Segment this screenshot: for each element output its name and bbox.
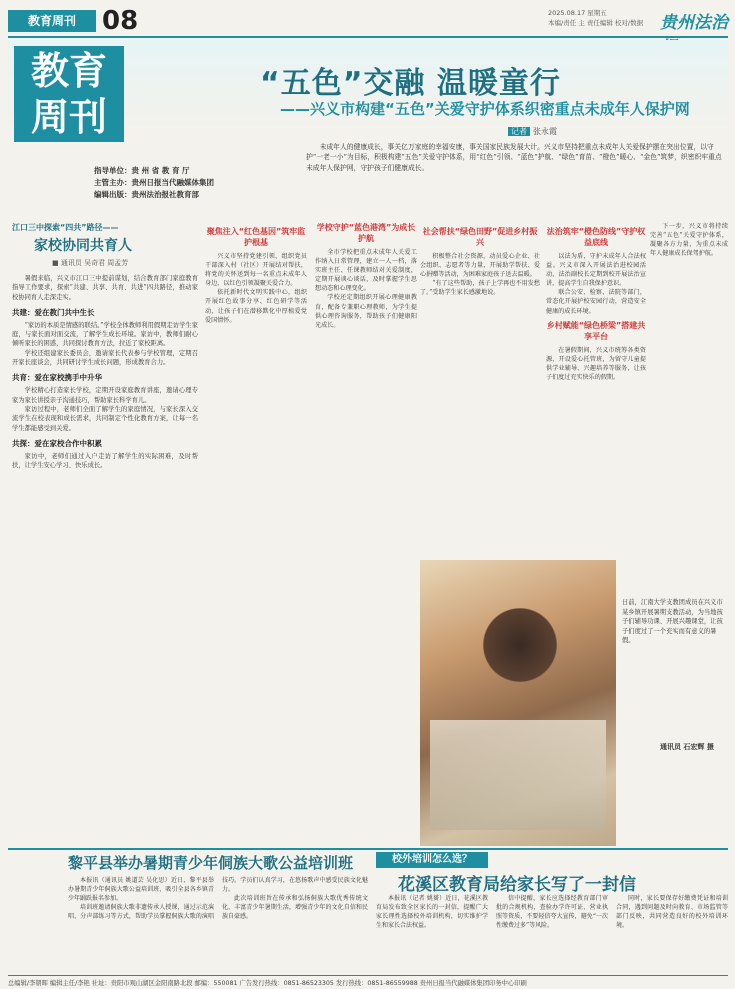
bottom-right-article [376, 894, 728, 972]
paragraph: 学校还定期组织开展心理健康教育，配备专兼职心理教师，为学生提供心理咨询服务，帮助孩子们健康阳光成长。 [315, 294, 417, 329]
paragraph: 在暑假期间，兴义市统筹各类资源，开设爱心托管班，为留守儿童提供学业辅导、兴趣培养等服务，让孩子们度过充实快乐的假期。 [546, 346, 646, 381]
paragraph: 信中提醒，家长应选择经教育部门审批的合规机构，查验办学许可证、营业执照等资质，不要轻信夸大宣传，避免“一次性缴费过多”等风险。 [496, 895, 608, 929]
paragraph: 家访过程中，老师们全面了解学生的家庭情况，与家长深入交流学生在校表现和成长需求，共同制定个性化教育方案，让每一名学生都能感受到关爱。 [12, 405, 198, 432]
photo-caption: 日前，江南大学支教团成员在兴义市某乡镇开展暑期支教活动，为当地孩子们辅导功课、开展兴趣课堂，让孩子们度过了一个充实而有意义的暑假。 [622, 599, 723, 645]
paragraph: 积极整合社会资源，动员爱心企业、社会组织、志愿者等力量，开展助学帮扶、爱心捐赠等活动，为困难家庭孩子送去温暖。 [420, 253, 540, 279]
paragraph: “家访的本质是情感的联结。”学校全体教师利用假期走访学生家庭，与家长面对面交流，了解学生成长环境。家访中，教师们耐心倾听家长的困惑，共同探讨教育方法，拉近了家校距离。 [12, 321, 198, 348]
staff-line: 主管主办：贵州日报当代融媒体集团 [94, 178, 214, 187]
paragraph: 联合公安、检察、法院等部门，常态化开展护校安园行动，营造安全健康的成长环境。 [546, 289, 646, 315]
paragraph: 学校精心打造家长学校，定期开设家庭教育讲座，邀请心理专家为家长讲授亲子沟通技巧，帮助家长科学育儿。 [12, 387, 198, 404]
main-byline [508, 126, 557, 137]
paragraph: 全市学校把重点未成年人关爱工作纳入日常管理，建立一人一档，落实班主任、任课教师结对关爱制度，定期开展谈心谈话，及时掌握学生思想动态和心理变化。 [315, 249, 417, 293]
byline-name: 张永霞 [533, 127, 557, 136]
news-photo [420, 560, 616, 846]
paragraph: 此次培训班旨在传承和弘扬侗族大歌优秀传统文化，丰富青少年暑期生活，增强青少年的文化自信和民族自豪感。 [222, 895, 368, 920]
left-article-kicker: 江口三中探索“四共”路径—— [12, 223, 119, 232]
subsection-heading: 法治筑牢“橙色防线”守护权益底线 [546, 227, 646, 247]
header-meta [548, 8, 678, 28]
paragraph: 暑假来临，兴义市江口三中提前谋划，结合教育部门家庭教育指导工作要求，探索“共建、共享、共育、共进”四共路径，推动家校协同育人走深走实。 [12, 275, 198, 301]
paragraph: 学校还组建家长委员会，邀请家长代表参与学校管理，定期召开家长座谈会，共同研讨学生成长问题，形成教育合力。 [12, 349, 198, 367]
page-header [8, 6, 728, 36]
section-logo-line1: 教育 [30, 49, 107, 93]
main-article-columns [205, 222, 417, 850]
section-heading: 共育：爱在家校携手中升华 [12, 373, 102, 383]
paragraph: 家访中，老师们通过入户走访了解学生的实际困难，及时帮扶，让学生安心学习、快乐成长。 [12, 452, 198, 470]
byline-tag: 记者 [508, 127, 530, 136]
header-date: 2025.08.17 星期五 [548, 9, 607, 17]
header-editors: 本编/责任 主 责任编辑 校对/数据 [548, 19, 644, 27]
page-footer: 总编辑/李朝晖 编辑主任/李艳 社址：贵阳市观山湖区金阳南路北段 邮编：550081 广告发行热线：0851-86523305 发行热线：0851-86559988 贵州日报当代融媒体集团印务中心印刷 [8, 975, 728, 987]
paragraph: 本报讯（记者 姚赟）近日，花溪区教育局发布致全区家长的一封信，提醒广大家长理性选择校外培训机构，切实维护学生和家长合法权益。 [376, 895, 488, 929]
left-article-byline: ■ 通讯员 吴奇君 周孟芳 [52, 259, 129, 267]
paragraph: 本报讯（通讯员 姚道芸 吴化思）近日，黎平县举办暑期青少年侗族大歌公益培训班，吸引全县各乡镇青少年踊跃报名参加。 [68, 877, 214, 902]
section-heading: 共探：爱在家校合作中积累 [12, 438, 102, 448]
section-heading: 共建：爱在教门共中生长 [12, 307, 95, 317]
section-logo [14, 46, 124, 142]
bottom-right-tag: 校外培训怎么选？ [376, 852, 488, 868]
subsection-heading: 学校守护“蓝色港湾”为成长护航 [316, 223, 416, 243]
subsection-heading: 聚焦注入“红色基因”筑牢监护根基 [206, 227, 306, 247]
paragraph: 兴义市坚持党建引领，组织党员干部深入村（社区）开展结对帮扶，将党的关怀送到每一名重点未成年人身边，以红色引领凝聚关爱合力。 [205, 253, 307, 288]
paragraph: 同时，家长要保存好缴费凭证和培训合同，遇到问题及时向教育、市场监管等部门反映，共同营造良好的校外培训环境。 [616, 895, 728, 929]
paragraph: 下一步，兴义市将持续完善“五色”关爱守护体系，凝聚各方力量，为重点未成年人健康成长保驾护航。 [650, 223, 728, 258]
staff-box [94, 165, 274, 201]
main-headline: “五色”交融 温暖童行 [260, 66, 561, 101]
bottom-divider [8, 848, 728, 850]
subsection-heading: 社会帮扶“绿色田野”促进乡村振兴 [422, 227, 538, 247]
lead-paragraph: 未成年人的健康成长，事关亿万家庭的幸福安康，事关国家民族发展大计。兴义市坚持把重点未成年人关爱保护摆在突出位置，以守护“一老一小”为目标，积极构建“五色”关爱守护体系，用“红色”引领、“蓝色”护航、“绿色”育苗、“橙色”暖心、“金色”筑梦，织密织牢重点未成年人保护网，守护孩子们健康成长。 [306, 143, 722, 172]
page-number: 08 [102, 6, 139, 36]
paragraph: “有了这些帮助，孩子上学再也不用发愁了。”受助学生家长感激地说。 [420, 280, 540, 297]
paragraph: 以法为盾，守护未成年人合法权益。兴义市深入开展法治进校园活动，法治副校长定期到校开展法治宣讲，提高学生自我保护意识。 [546, 253, 646, 288]
header-divider [8, 36, 728, 38]
section-tag: 教育周刊 [8, 10, 96, 32]
photo-credit: 通讯员 石宏辉 摄 [660, 743, 714, 751]
left-article [12, 222, 198, 850]
staff-line: 编辑出版：贵州法治报社教育部 [94, 190, 199, 199]
left-article-title: 家校协同共育人 [34, 238, 132, 254]
paragraph: 培训班邀请侗族大歌非遗传承人授课，通过示范演唱、分声部练习等方式，帮助学员掌握侗族大歌的演唱技巧。学员们认真学习，在悠扬歌声中感受民族文化魅力。 [68, 877, 368, 920]
paragraph: 依托新时代文明实践中心，组织开展红色故事分享、红色研学等活动，让孩子们在潜移默化中厚植爱党爱国情怀。 [205, 289, 307, 324]
subsection-heading: 乡村赋能“绿色桥梁”搭建共享平台 [546, 320, 646, 341]
bottom-right-title: 花溪区教育局给家长写了一封信 [398, 875, 636, 895]
bottom-left-article [68, 876, 368, 972]
main-subheadline: ——兴义市构建“五色”关爱守护体系织密重点未成年人保护网 [280, 100, 690, 118]
section-logo-line2: 周刊 [30, 95, 107, 139]
staff-line: 指导单位：贵 州 省 教 育 厅 [94, 166, 190, 175]
main-article-column-5 [650, 222, 728, 642]
bottom-left-title: 黎平县举办暑期青少年侗族大歌公益培训班 [68, 854, 354, 872]
newspaper-logo: 贵州法治 [660, 13, 728, 33]
